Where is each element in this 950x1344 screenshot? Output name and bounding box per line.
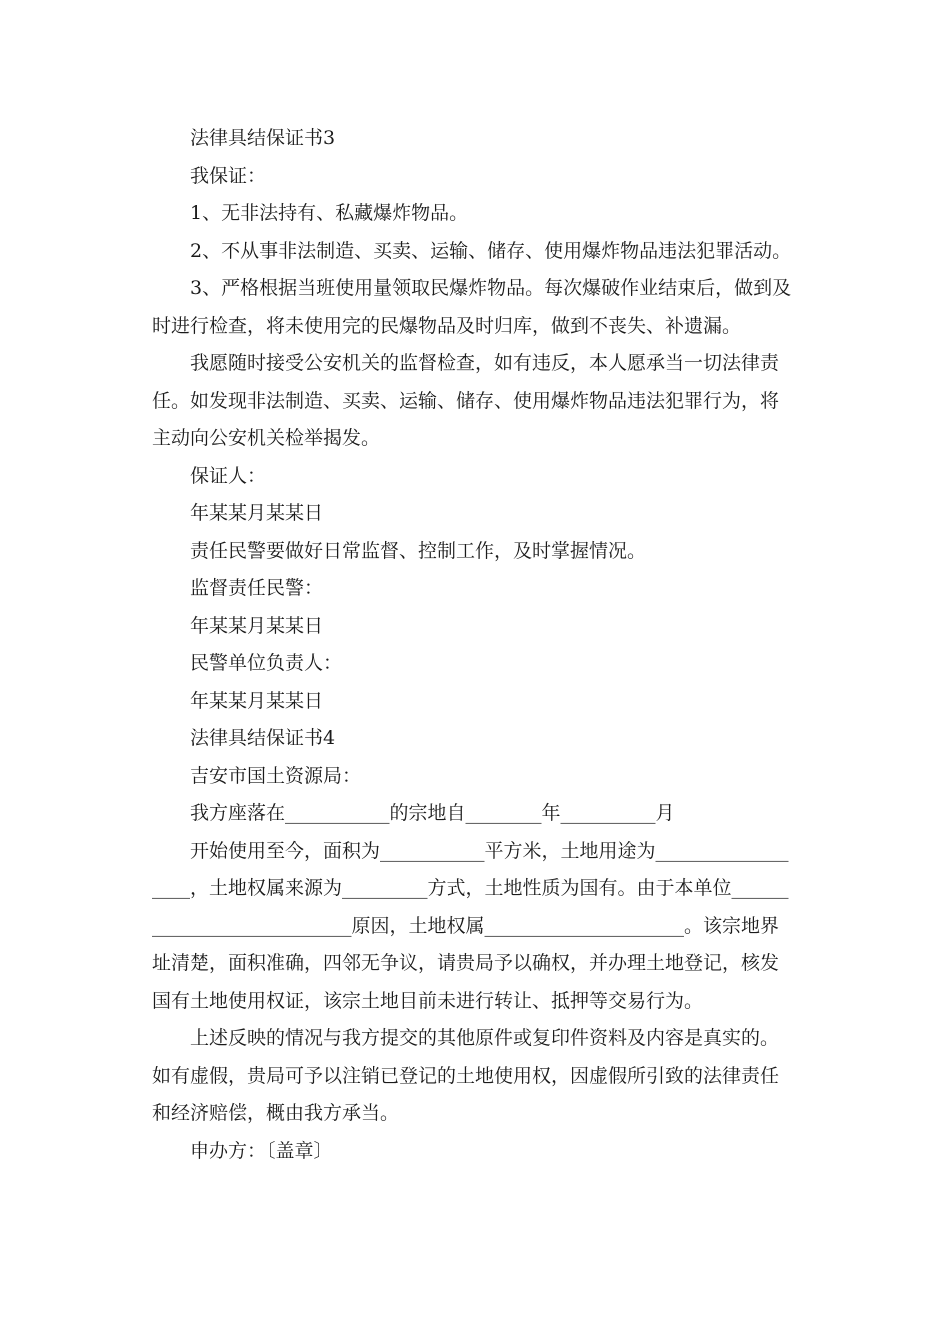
paragraph: 责任民警要做好日常监督、控制工作，及时掌握情况。 xyxy=(190,539,647,562)
signature-label: 民警单位负责人： xyxy=(190,652,343,674)
document-body xyxy=(152,120,797,1170)
paragraph: 我愿随时接受公安机关的监督检查，如有违反，本人愿承当一切法律责任。如发现非法制造、买卖、运输、储存、使用爆炸物品违法犯罪行为，将主动向公安机关检举揭发。 xyxy=(152,352,780,449)
signature-label: 监督责任民警： xyxy=(190,577,324,599)
paragraph: 上述反映的情况与我方提交的其他原件或复印件资料及内容是真实的。如有虚假，贵局可予以注销已登记的土地使用权，因虚假所引致的法律责任和经济赔偿，概由我方承当。 xyxy=(152,1027,780,1124)
addressee: 吉安市国土资源局： xyxy=(190,764,362,787)
date-line: 年某某月某某日 xyxy=(190,614,324,637)
applicant-seal-line: 申办方：〔盖章〕 xyxy=(190,1139,333,1162)
paragraph: 我保证： xyxy=(190,164,267,187)
date-line: 年某某月某某日 xyxy=(190,502,324,524)
date-line: 年某某月某某日 xyxy=(190,689,324,712)
paragraph: 3、严格根据当班使用量领取民爆炸物品。每次爆破作业结束后，做到及时进行检查，将未使用完的民爆物品及时归库，做到不丧失、补遗漏。 xyxy=(152,277,792,337)
paragraph: 1、无非法持有、私藏爆炸物品。 xyxy=(190,202,469,224)
heading-guarantee-4: 法律具结保证书4 xyxy=(190,727,336,749)
signature-label: 保证人： xyxy=(190,464,267,487)
paragraph: 我方座落在___________的宗地自________年__________月 xyxy=(190,802,675,824)
heading-guarantee-3: 法律具结保证书3 xyxy=(190,127,336,149)
paragraph: 开始使用至今，面积为___________平方米，土地用途为__________________，土地权属来源为_________方式，土地性质为国有。由于本单位___________________________原因，土地权属_____________________。该宗地界址清楚，面积准确，四邻无争议，请贵局予以确权，并办理土地登记，核发国有土地使用权证，该宗土地目前未进行转让、抵押等交易行为。 xyxy=(152,839,789,1012)
paragraph: 2、不从事非法制造、买卖、运输、储存、使用爆炸物品违法犯罪活动。 xyxy=(190,239,792,262)
